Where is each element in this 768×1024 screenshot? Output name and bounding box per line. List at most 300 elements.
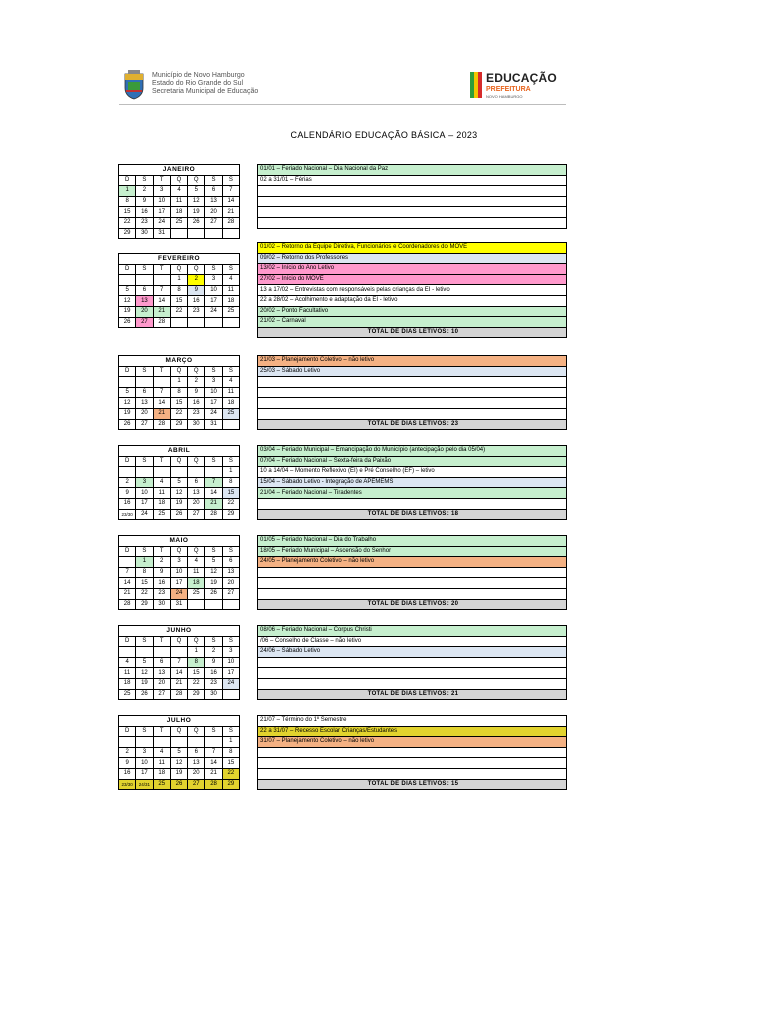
month-name-row xyxy=(119,446,240,457)
event-text: 01/02 – Retorno da Equipe Diretiva, Funcionários e Coordenadores do MOVE xyxy=(258,243,567,254)
day-cell: 25 xyxy=(153,509,170,520)
weekday-label: D xyxy=(119,546,136,557)
month-name: MAIO xyxy=(119,536,240,547)
event-text: 02 a 31/01 – Férias xyxy=(258,175,567,186)
muni-line-1: Município de Novo Hamburgo xyxy=(152,72,245,79)
day-cell xyxy=(153,467,170,478)
week-row xyxy=(119,747,240,758)
muni-line-2: Estado do Rio Grande do Sul xyxy=(152,80,244,87)
day-cell: 1 xyxy=(188,647,205,658)
day-cell: 21 xyxy=(170,678,187,689)
day-cell: 12 xyxy=(119,296,136,307)
day-cell xyxy=(170,467,187,478)
month-grid-0 xyxy=(118,164,240,239)
day-cell: 15 xyxy=(119,207,136,218)
day-cell: 24 xyxy=(205,408,222,419)
day-cell: 7 xyxy=(170,657,187,668)
event-text xyxy=(258,398,567,409)
event-row xyxy=(258,356,567,367)
event-text: /06 – Conselho de Classe – não letivo xyxy=(258,636,567,647)
event-row xyxy=(258,366,567,377)
weekday-label: S xyxy=(136,456,153,467)
week-row xyxy=(119,207,240,218)
event-row xyxy=(258,408,567,419)
day-cell: 12 xyxy=(188,196,205,207)
day-cell: 6 xyxy=(188,477,205,488)
day-cell: 26 xyxy=(119,419,136,430)
day-cell: 30 xyxy=(205,689,222,700)
day-cell: 12 xyxy=(119,398,136,409)
event-text xyxy=(258,678,567,689)
event-row xyxy=(258,657,567,668)
week-row xyxy=(119,689,240,700)
weekday-label: S xyxy=(136,366,153,377)
weekday-label: T xyxy=(153,175,170,186)
day-cell: 24 xyxy=(136,509,153,520)
day-cell: 31 xyxy=(153,228,170,239)
day-cell: 23 xyxy=(205,678,222,689)
month-grid-4 xyxy=(118,535,240,610)
total-row xyxy=(258,509,567,520)
day-cell: 23/30 xyxy=(119,509,136,520)
day-cell: 7 xyxy=(153,285,170,296)
event-text: 24/06 – Sábado Letivo xyxy=(258,647,567,658)
day-cell: 25 xyxy=(153,779,170,790)
weekday-label: S xyxy=(205,546,222,557)
day-cell: 11 xyxy=(170,196,187,207)
event-row xyxy=(258,536,567,547)
day-cell: 5 xyxy=(188,186,205,197)
week-row xyxy=(119,408,240,419)
day-cell xyxy=(136,377,153,388)
week-row xyxy=(119,296,240,307)
day-cell: 26 xyxy=(119,317,136,328)
event-text: 31/07 – Planejamento Coletivo – não letivo xyxy=(258,737,567,748)
event-row xyxy=(258,186,567,197)
day-cell: 22 xyxy=(222,498,239,509)
event-text xyxy=(258,377,567,388)
event-row xyxy=(258,716,567,727)
day-cell xyxy=(205,599,222,610)
week-row xyxy=(119,567,240,578)
week-row xyxy=(119,768,240,779)
weekday-label: Q xyxy=(170,726,187,737)
event-text xyxy=(258,567,567,578)
day-cell: 17 xyxy=(136,498,153,509)
events-table-1 xyxy=(257,242,567,338)
day-cell: 29 xyxy=(222,509,239,520)
day-cell: 28 xyxy=(205,779,222,790)
day-cell: 14 xyxy=(153,296,170,307)
day-cell: 4 xyxy=(188,557,205,568)
week-row xyxy=(119,477,240,488)
event-text: 09/02 – Retorno dos Professores xyxy=(258,253,567,264)
total-row xyxy=(258,689,567,700)
day-cell: 2 xyxy=(188,377,205,388)
day-cell xyxy=(170,647,187,658)
total-row xyxy=(258,599,567,610)
week-row xyxy=(119,588,240,599)
weekday-label: Q xyxy=(188,264,205,275)
day-cell xyxy=(119,467,136,478)
event-row xyxy=(258,175,567,186)
week-row xyxy=(119,275,240,286)
event-text: 01/05 – Feriado Nacional – Dia do Trabalho xyxy=(258,536,567,547)
weekday-header-row xyxy=(119,264,240,275)
day-cell: 7 xyxy=(119,567,136,578)
day-cell xyxy=(119,647,136,658)
day-cell: 5 xyxy=(170,747,187,758)
day-cell: 2 xyxy=(188,275,205,286)
day-cell: 3 xyxy=(205,275,222,286)
page-title: CALENDÁRIO EDUCAÇÃO BÁSICA – 2023 xyxy=(290,130,478,140)
day-cell: 2 xyxy=(153,557,170,568)
day-cell: 26 xyxy=(188,217,205,228)
event-text xyxy=(258,196,567,207)
event-text: 13/02 – Início do Ano Letivo xyxy=(258,264,567,275)
day-cell xyxy=(222,419,239,430)
event-row xyxy=(258,387,567,398)
day-cell: 20 xyxy=(222,578,239,589)
day-cell: 30 xyxy=(153,599,170,610)
week-row xyxy=(119,668,240,679)
weekday-label: Q xyxy=(188,456,205,467)
day-cell xyxy=(188,737,205,748)
event-row xyxy=(258,578,567,589)
event-text: 27/02 – Início do MOVE xyxy=(258,274,567,285)
events-table-4 xyxy=(257,535,567,610)
day-cell: 4 xyxy=(119,657,136,668)
day-cell: 23 xyxy=(188,306,205,317)
day-cell: 13 xyxy=(153,668,170,679)
day-cell: 29 xyxy=(119,228,136,239)
event-row xyxy=(258,737,567,748)
event-text xyxy=(258,588,567,599)
weekday-label: Q xyxy=(170,546,187,557)
day-cell: 19 xyxy=(136,678,153,689)
weekday-label: T xyxy=(153,366,170,377)
edu-prefeitura: PREFEITURA xyxy=(486,86,531,93)
week-row xyxy=(119,557,240,568)
day-cell xyxy=(119,737,136,748)
weekday-label: Q xyxy=(170,264,187,275)
day-cell: 16 xyxy=(119,498,136,509)
event-text: 21/02 – Carnaval xyxy=(258,317,567,328)
total-row xyxy=(258,779,567,790)
weekday-header-row xyxy=(119,636,240,647)
week-row xyxy=(119,467,240,478)
weekday-label: Q xyxy=(170,366,187,377)
day-cell: 11 xyxy=(119,668,136,679)
week-row xyxy=(119,599,240,610)
day-cell: 10 xyxy=(170,567,187,578)
municipality-text xyxy=(152,72,258,96)
day-cell: 23 xyxy=(153,588,170,599)
day-cell: 29 xyxy=(222,779,239,790)
weekday-label: S xyxy=(205,175,222,186)
weekday-header-row xyxy=(119,726,240,737)
weekday-label: Q xyxy=(170,636,187,647)
day-cell: 9 xyxy=(205,657,222,668)
day-cell: 19 xyxy=(170,498,187,509)
day-cell: 4 xyxy=(153,747,170,758)
day-cell: 30 xyxy=(188,419,205,430)
municipal-crest-icon xyxy=(123,70,145,100)
event-text xyxy=(258,758,567,769)
day-cell: 28 xyxy=(153,317,170,328)
week-row xyxy=(119,387,240,398)
day-cell: 17 xyxy=(170,578,187,589)
week-row xyxy=(119,196,240,207)
day-cell: 29 xyxy=(136,599,153,610)
day-cell: 13 xyxy=(188,758,205,769)
day-cell: 1 xyxy=(170,275,187,286)
month-grid-1 xyxy=(118,253,240,328)
day-cell: 12 xyxy=(205,567,222,578)
day-cell: 5 xyxy=(119,285,136,296)
day-cell: 18 xyxy=(119,678,136,689)
day-cell xyxy=(222,228,239,239)
event-row xyxy=(258,626,567,637)
day-cell: 19 xyxy=(119,306,136,317)
day-cell: 17 xyxy=(222,668,239,679)
event-row xyxy=(258,588,567,599)
week-row xyxy=(119,779,240,790)
day-cell: 17 xyxy=(205,398,222,409)
weekday-label: T xyxy=(153,456,170,467)
event-text xyxy=(258,747,567,758)
week-row xyxy=(119,488,240,499)
edu-title: EDUCAÇÃO xyxy=(486,71,557,85)
day-cell: 5 xyxy=(170,477,187,488)
event-row xyxy=(258,678,567,689)
month-name: JULHO xyxy=(119,716,240,727)
event-row xyxy=(258,274,567,285)
event-row xyxy=(258,377,567,388)
weekday-label: S xyxy=(205,726,222,737)
day-cell: 19 xyxy=(188,207,205,218)
day-cell: 8 xyxy=(170,387,187,398)
day-cell: 25 xyxy=(170,217,187,228)
week-row xyxy=(119,285,240,296)
day-cell xyxy=(153,737,170,748)
day-cell xyxy=(136,275,153,286)
muni-line-3: Secretaria Municipal de Educação xyxy=(152,88,259,95)
weekday-label: S xyxy=(222,636,239,647)
month-name: FEVEREIRO xyxy=(119,254,240,265)
day-cell: 28 xyxy=(119,599,136,610)
weekday-label: S xyxy=(222,175,239,186)
day-cell xyxy=(222,317,239,328)
day-cell: 14 xyxy=(170,668,187,679)
day-cell: 18 xyxy=(222,296,239,307)
day-cell: 27 xyxy=(205,217,222,228)
day-cell: 5 xyxy=(119,387,136,398)
page-header xyxy=(119,68,566,105)
day-cell: 28 xyxy=(153,419,170,430)
day-cell: 25 xyxy=(222,306,239,317)
day-cell: 4 xyxy=(222,275,239,286)
day-cell: 3 xyxy=(170,557,187,568)
event-text: 24/05 – Planejamento Coletivo – não letivo xyxy=(258,557,567,568)
day-cell: 9 xyxy=(153,567,170,578)
month-grid-3 xyxy=(118,445,240,520)
day-cell: 10 xyxy=(222,657,239,668)
event-text: 22 a 28/02 – Acolhimento e adaptação da EI - letivo xyxy=(258,295,567,306)
day-cell: 18 xyxy=(188,578,205,589)
day-cell: 1 xyxy=(170,377,187,388)
day-cell: 14 xyxy=(222,196,239,207)
event-row xyxy=(258,557,567,568)
weekday-header-row xyxy=(119,366,240,377)
event-row xyxy=(258,747,567,758)
event-row xyxy=(258,217,567,228)
weekday-label: Q xyxy=(170,175,187,186)
day-cell xyxy=(222,599,239,610)
event-row xyxy=(258,668,567,679)
day-cell: 16 xyxy=(188,398,205,409)
total-school-days: TOTAL DE DIAS LETIVOS: 21 xyxy=(258,689,567,700)
day-cell: 10 xyxy=(136,758,153,769)
month-name: JUNHO xyxy=(119,626,240,637)
day-cell: 2 xyxy=(205,647,222,658)
event-text xyxy=(258,408,567,419)
event-text xyxy=(258,217,567,228)
day-cell: 23 xyxy=(136,217,153,228)
day-cell: 23/30 xyxy=(119,779,136,790)
day-cell: 14 xyxy=(205,488,222,499)
day-cell: 13 xyxy=(136,398,153,409)
weekday-label: S xyxy=(136,726,153,737)
weekday-header-row xyxy=(119,175,240,186)
day-cell: 28 xyxy=(222,217,239,228)
event-row xyxy=(258,498,567,509)
day-cell: 10 xyxy=(205,387,222,398)
day-cell: 8 xyxy=(170,285,187,296)
weekday-label: Q xyxy=(188,636,205,647)
weekday-label: D xyxy=(119,456,136,467)
day-cell: 13 xyxy=(188,488,205,499)
total-row xyxy=(258,327,567,338)
day-cell xyxy=(188,599,205,610)
week-row xyxy=(119,657,240,668)
day-cell: 1 xyxy=(222,737,239,748)
day-cell: 15 xyxy=(222,488,239,499)
week-row xyxy=(119,398,240,409)
day-cell: 15 xyxy=(170,296,187,307)
weekday-label: Q xyxy=(170,456,187,467)
day-cell: 11 xyxy=(188,567,205,578)
weekday-label: Q xyxy=(188,726,205,737)
day-cell: 1 xyxy=(222,467,239,478)
event-row xyxy=(258,196,567,207)
day-cell: 26 xyxy=(205,588,222,599)
day-cell: 1 xyxy=(119,186,136,197)
day-cell: 20 xyxy=(205,207,222,218)
day-cell: 24 xyxy=(170,588,187,599)
day-cell: 13 xyxy=(136,296,153,307)
day-cell xyxy=(119,377,136,388)
day-cell xyxy=(205,467,222,478)
day-cell: 14 xyxy=(205,758,222,769)
day-cell xyxy=(153,275,170,286)
event-text xyxy=(258,668,567,679)
event-row xyxy=(258,488,567,499)
day-cell: 18 xyxy=(170,207,187,218)
event-row xyxy=(258,264,567,275)
day-cell: 30 xyxy=(136,228,153,239)
day-cell: 22 xyxy=(119,217,136,228)
day-cell xyxy=(153,647,170,658)
event-text xyxy=(258,186,567,197)
events-table-6 xyxy=(257,715,567,790)
weekday-label: S xyxy=(205,456,222,467)
weekday-label: S xyxy=(222,264,239,275)
event-text: 10 a 14/04 – Momento Reflexivo (EI) e Pré Conselho (EF) – letivo xyxy=(258,467,567,478)
total-school-days: TOTAL DE DIAS LETIVOS: 18 xyxy=(258,509,567,520)
event-row xyxy=(258,285,567,296)
day-cell: 19 xyxy=(205,578,222,589)
month-grid-5 xyxy=(118,625,240,700)
day-cell: 3 xyxy=(136,477,153,488)
day-cell: 27 xyxy=(222,588,239,599)
event-row xyxy=(258,768,567,779)
event-text xyxy=(258,498,567,509)
weekday-label: Q xyxy=(188,546,205,557)
day-cell: 2 xyxy=(136,186,153,197)
day-cell: 14 xyxy=(119,578,136,589)
month-grid-2 xyxy=(118,355,240,430)
event-row xyxy=(258,758,567,769)
month-name-row xyxy=(119,165,240,176)
day-cell: 27 xyxy=(153,689,170,700)
day-cell: 20 xyxy=(153,678,170,689)
week-row xyxy=(119,578,240,589)
day-cell: 27 xyxy=(188,509,205,520)
weekday-label: D xyxy=(119,264,136,275)
day-cell: 6 xyxy=(136,285,153,296)
day-cell: 7 xyxy=(205,747,222,758)
day-cell: 22 xyxy=(222,768,239,779)
day-cell xyxy=(222,689,239,700)
weekday-label: S xyxy=(222,726,239,737)
week-row xyxy=(119,377,240,388)
event-row xyxy=(258,726,567,737)
event-text: 21/04 – Feriado Nacional – Tiradentes xyxy=(258,488,567,499)
weekday-label: S xyxy=(205,636,222,647)
weekday-label: Q xyxy=(188,175,205,186)
day-cell: 21 xyxy=(153,306,170,317)
total-school-days: TOTAL DE DIAS LETIVOS: 10 xyxy=(258,327,567,338)
event-text: 13 a 17/02 – Entrevistas com responsáveis pelas crianças da EI - letivo xyxy=(258,285,567,296)
week-row xyxy=(119,419,240,430)
weekday-label: S xyxy=(205,366,222,377)
weekday-label: S xyxy=(136,636,153,647)
day-cell xyxy=(153,377,170,388)
event-text: 15/04 – Sábado Letivo - Integração de APEMEMS xyxy=(258,477,567,488)
day-cell: 18 xyxy=(153,498,170,509)
day-cell: 18 xyxy=(222,398,239,409)
day-cell: 18 xyxy=(153,768,170,779)
event-row xyxy=(258,243,567,254)
weekday-label: Q xyxy=(188,366,205,377)
week-row xyxy=(119,647,240,658)
day-cell: 4 xyxy=(222,377,239,388)
day-cell: 2 xyxy=(119,747,136,758)
event-row xyxy=(258,467,567,478)
event-text xyxy=(258,578,567,589)
day-cell: 21 xyxy=(119,588,136,599)
